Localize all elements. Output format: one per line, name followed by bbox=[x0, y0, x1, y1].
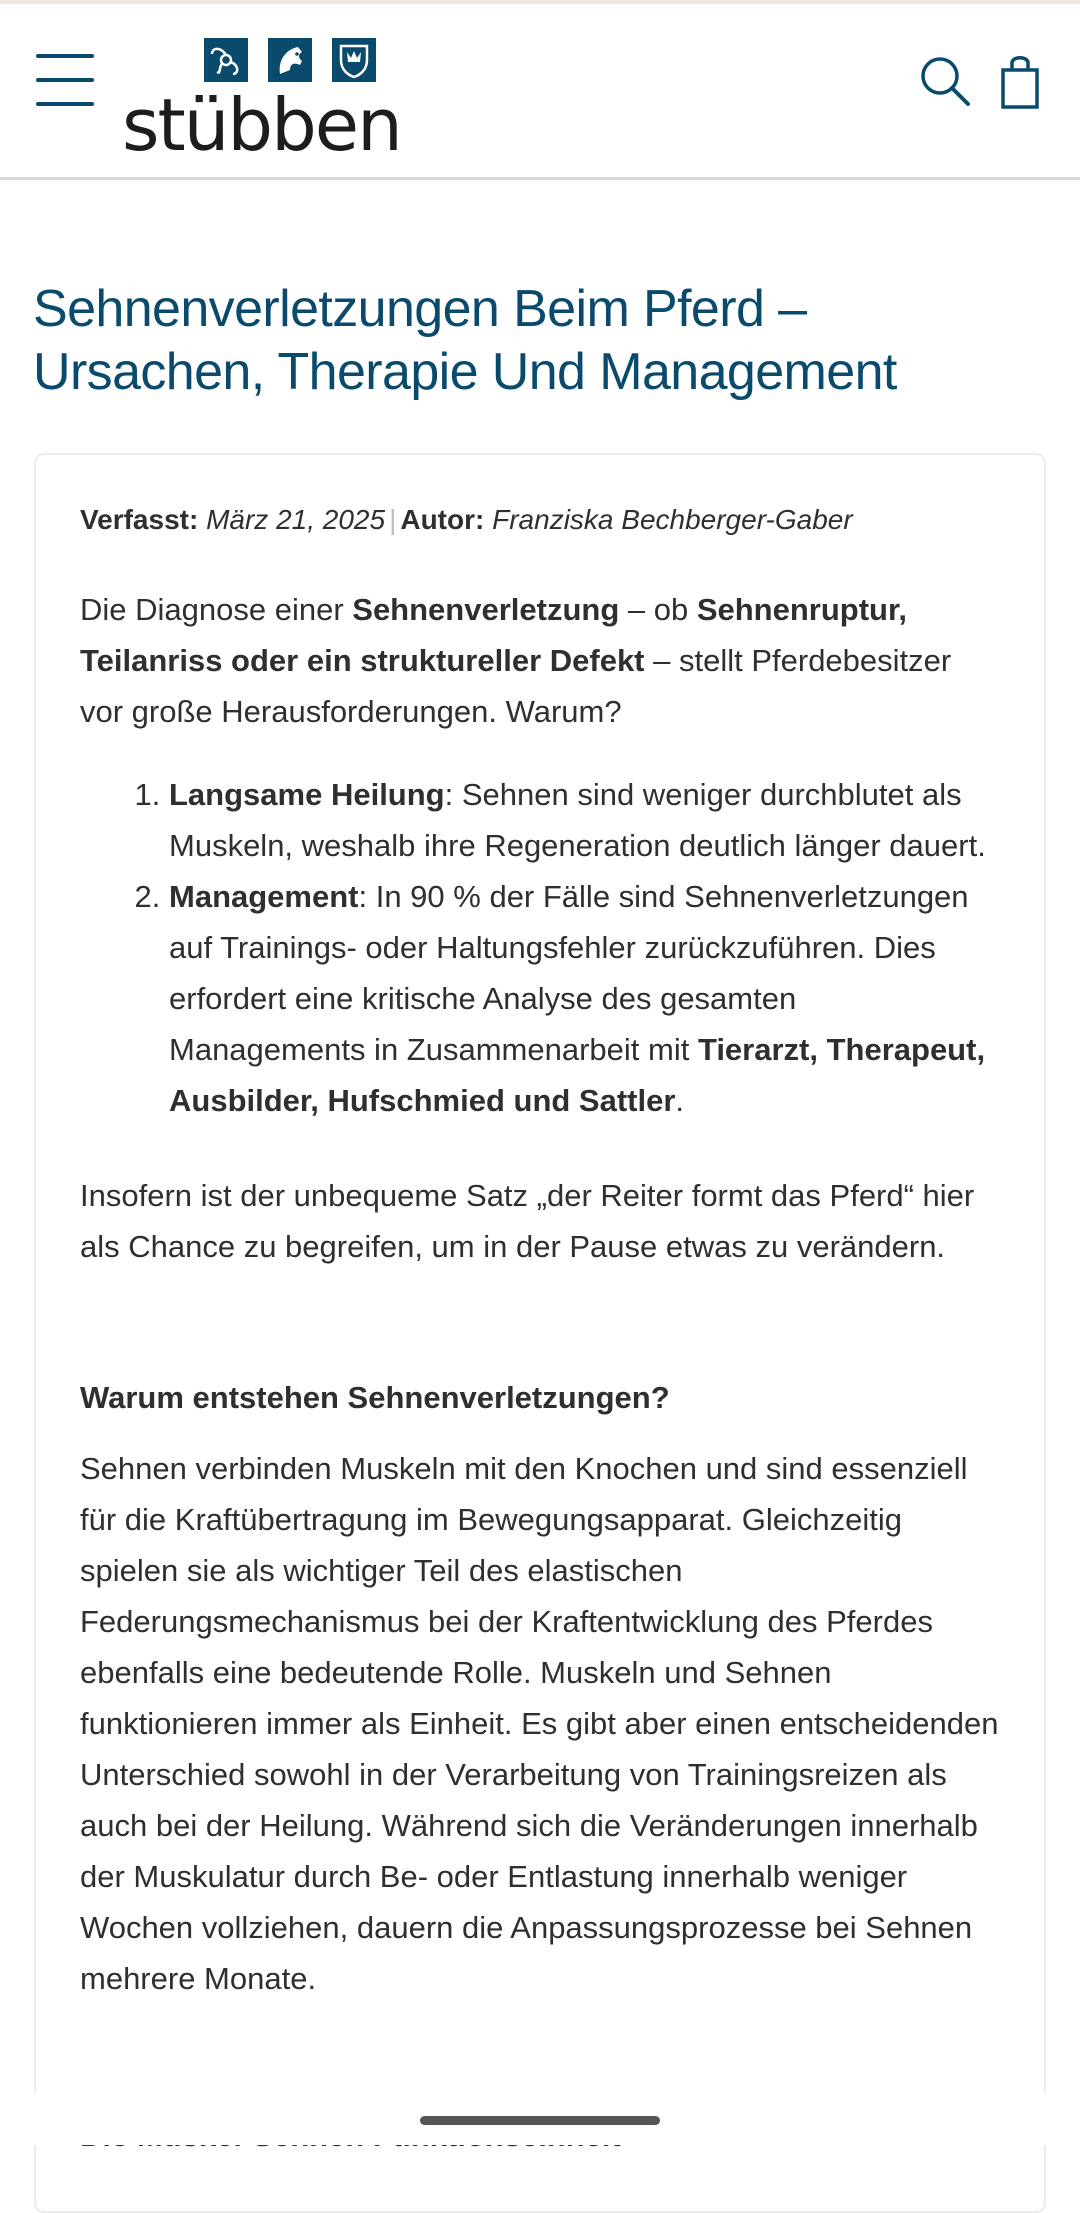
written-label: Verfasst: bbox=[80, 504, 199, 535]
intro-bold-term: Sehnenverletzung bbox=[352, 592, 620, 627]
list-item-text: : In 90 % der Fälle sind Sehnenverletzungen auf Trainings- oder Haltungsfehler zurückzuführen. Dies erfordert eine kritische Analyse des gesamten Managements in Zusammenarbeit mit bbox=[169, 879, 969, 1067]
author-name: Franziska Bechberger-Gaber bbox=[492, 504, 853, 535]
reasons-list bbox=[80, 769, 1000, 1126]
intro-paragraph bbox=[80, 584, 1000, 737]
hamburger-menu-icon[interactable] bbox=[36, 54, 94, 108]
menu-bar bbox=[36, 102, 94, 106]
meta-separator: | bbox=[389, 504, 397, 535]
list-item-partners: Tierarzt, Therapeut, Ausbilder, Hufschmied und Sattler bbox=[169, 1032, 986, 1118]
list-item-term: Management bbox=[169, 879, 359, 914]
site-header bbox=[0, 4, 1080, 180]
intro-text: Die Diagnose einer bbox=[80, 592, 353, 627]
brand-wordmark: stübben bbox=[122, 83, 401, 158]
triskele-icon bbox=[204, 38, 248, 82]
list-item-term: Langsame Heilung bbox=[169, 777, 445, 812]
horse-head-icon bbox=[268, 38, 312, 82]
author-label: Autor: bbox=[400, 504, 485, 535]
list-item bbox=[169, 769, 1000, 871]
search-icon[interactable] bbox=[918, 54, 972, 108]
list-item bbox=[169, 871, 1000, 1126]
intro-bold-term: Sehnenruptur, Teilanriss oder ein struktureller Defekt bbox=[80, 592, 907, 678]
intro-text: – ob bbox=[619, 592, 697, 627]
shopping-bag-icon[interactable] bbox=[1000, 54, 1040, 110]
list-item-text: : Sehnen sind weniger durchblutet als Muskeln, weshalb ihre Regeneration deutlich länger dauert. bbox=[169, 777, 986, 863]
stuebben-logo[interactable] bbox=[122, 34, 458, 158]
section-heading: Warum entstehen Sehnenverletzungen? bbox=[80, 1380, 670, 1415]
conclusion-paragraph: Insofern ist der unbequeme Satz „der Reiter formt das Pferd“ hier als Chance zu begreifen, um in der Pause etwas zu verändern. bbox=[80, 1178, 975, 1264]
article-meta bbox=[80, 500, 1000, 540]
menu-bar bbox=[36, 54, 94, 58]
home-indicator[interactable] bbox=[420, 2116, 660, 2125]
logo-graphic bbox=[122, 34, 458, 158]
shopping-bag-icon-graphic bbox=[1000, 54, 1040, 110]
spacer bbox=[80, 1308, 1000, 1372]
menu-bar bbox=[36, 78, 94, 82]
article-title: Sehnenverletzungen Beim Pferd – Ursachen, Therapie Und Management bbox=[33, 280, 897, 401]
search-icon-graphic bbox=[918, 54, 972, 108]
intro-text: – stellt Pferdebesitzer vor große Herausforderungen. Warum? bbox=[80, 643, 952, 729]
section-paragraph: Sehnen verbinden Muskeln mit den Knochen und sind essenziell für die Kraftübertragung im Bewegungsapparat. Gleichzeitig spielen sie als wichtiger Teil des elastischen Federungsmechanismus bei der Kraftentwicklung des Pferdes ebenfalls eine bedeutende Rolle. Muskeln und Sehnen funktionieren immer als Einheit. Es gibt aber einen entscheidenden Unterschied sowohl in der Verarbeitung von Trainingsreizen als auch bei der Heilung. Während sich die Veränderungen innerhalb der Muskulatur durch Be- oder Entlastung innerhalb weniger Wochen vollziehen, dauern die Anpassungsprozesse bei Sehnen mehrere Monate. bbox=[80, 1451, 999, 1996]
crest-icon bbox=[332, 38, 376, 82]
article-content bbox=[80, 500, 1000, 2181]
publish-date: März 21, 2025 bbox=[206, 504, 386, 535]
list-item-text: . bbox=[675, 1083, 685, 1118]
